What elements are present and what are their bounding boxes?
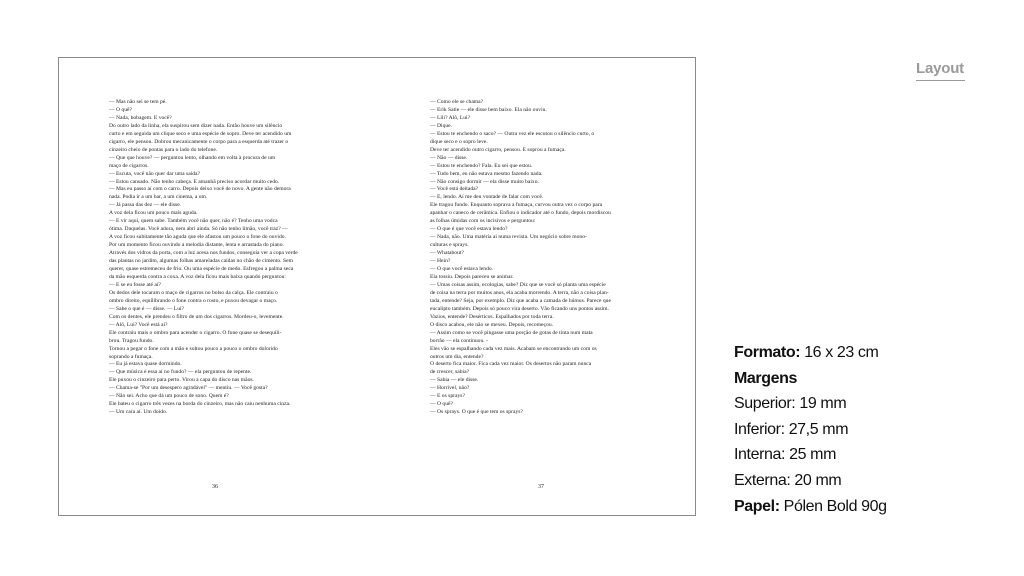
text-line: cinzeiro cheio de pontas para o lado do telefone.	[109, 146, 218, 153]
text-line: — Whatabout?	[430, 250, 464, 257]
text-line: maço de cigarros.	[109, 162, 149, 169]
spec-formato	[734, 342, 887, 368]
text-line: — E vir aqui, quem sabe. Também você não quer, não é? Tenho uma vodca	[109, 218, 278, 225]
text-line: curto e em seguida um clique seco e uma espécie de sopro. Deve ter acendido um	[109, 130, 292, 137]
text-line: Ele puxou o cinzeiro para perto. Virou a capa do disco nas mãos.	[109, 377, 254, 384]
left-page-number: 36	[212, 484, 218, 490]
text-line: — Não — disse.	[430, 154, 468, 161]
text-line: — O que você estava lendo.	[430, 266, 494, 273]
right-page-number: 37	[538, 484, 544, 490]
text-line: cigarro, ele pensou. Dobrou mecanicamente o corpo para a esquerda até trazer o	[109, 138, 289, 145]
text-line: — Dique.	[430, 122, 453, 129]
spec-papel-value: Pólen Bold 90g	[783, 497, 887, 515]
text-line: borrão — ela continuou. -	[430, 337, 488, 344]
text-line: brou. Tragou fundo.	[109, 337, 154, 344]
right-page-text	[420, 99, 657, 417]
spec-superior: Superior: 19 mm	[734, 395, 847, 413]
text-line: de coisa na terra por muitos anos, ela acaba morrendo. A terra, não a coisa plan-	[430, 289, 609, 296]
text-line: O disco acabou, ele não se mexeu. Depois, recomeçou.	[430, 321, 554, 328]
spec-papel	[734, 496, 887, 522]
right-page	[378, 58, 697, 515]
text-line: — Horrível, não?	[430, 385, 470, 392]
text-line: da mão esquerda contra a coxa. A voz dela ficou mais baixa quando perguntou:	[109, 273, 286, 280]
text-line: — Hein?	[430, 258, 451, 265]
book-spread	[58, 57, 696, 516]
text-line: Deve ter acendido outro cigarro, pensou. E soprou a fumaça.	[430, 146, 566, 153]
text-line: Através dos vidros da porta, com a luz acesa nos fundos, conseguia ver a copa verde	[109, 250, 298, 257]
text-line: — E os sprays?	[430, 393, 465, 400]
text-line: — Chama-se "Por um desespero agradável" — mentiu. — Você gosta?	[109, 385, 268, 392]
spec-interna: Interna: 25 mm	[734, 446, 837, 464]
left-page-text	[99, 99, 336, 417]
text-line: querer, quase estremeceu de frio. Ou uma espécie de medo. Esfregou a palma seca	[109, 266, 294, 273]
text-line: — O quê?	[430, 401, 453, 408]
text-line: eucalipto também. Depois só pouco vira deserto. Vão ficando uns pontos assim.	[430, 305, 609, 312]
left-page	[59, 58, 378, 515]
text-line: Do outro lado da linha, ela suspirou sem dizer nada. Então houve um silêncio	[109, 122, 283, 129]
text-line: A voz ficou subitamente tão aguda que ele afastou um pouco o fone do ouvido.	[109, 234, 286, 241]
spec-inferior: Inferior: 27,5 mm	[734, 420, 849, 438]
layout-title-underline	[916, 80, 965, 81]
text-line: ótima. Daquelas. Você adora, nem abri ainda. Só não tenho limão, você traz? —	[109, 226, 288, 233]
text-line: — Você está deitada?	[430, 186, 479, 193]
text-line: — Que que houve? — perguntou lento, olhando em volta à procura de um	[109, 154, 276, 161]
text-line: nada. Podia ir a um bar, a um cinema, a um.	[109, 194, 208, 201]
text-line: — Tudo bem, eu não estava mesmo fazendo nada.	[430, 170, 543, 177]
text-line: — Eu já estava quase dormindo.	[109, 361, 182, 368]
text-line: — Umas coisas assim, ecologias, sabe? Diz que se você só planta uma espécie	[430, 281, 606, 288]
text-line: — Alô, Lui? Você está aí?	[109, 321, 168, 328]
text-line: outros um dia, entende?	[430, 353, 484, 360]
text-line: ombro direito, equilibrando o fone contra o rosto, e puxou devagar o maço.	[109, 297, 278, 304]
text-line: Com os dentes, ele prendeu o filtro de um dos cigarros. Mordeu-o, levemente.	[109, 313, 284, 320]
text-line: de crescer, sabia?	[430, 369, 470, 376]
text-line: apanhar o caneco de cerâmica. Enfiou o indicador até o fundo, depois mordiscou	[430, 210, 611, 217]
text-line: Ele contraiu mais o ombro para acender o cigarro. O fone quase se desequili-	[109, 329, 282, 336]
text-line: — É, lendo. Aí me deu vontade de falar com você.	[430, 194, 544, 201]
layout-title: Layout	[916, 60, 964, 77]
specs-panel	[734, 342, 887, 521]
text-line: Ela tossiu. Depois pareceu se animar.	[430, 273, 514, 280]
text-line: — O que é que você estava lendo?	[430, 226, 508, 233]
text-line: Eles vão se espalhando cada vez mais. Acabam se encontrando um com os	[430, 345, 597, 352]
text-line: Ele bateu o cigarro três vezes na borda do cinzeiro, mas não caiu nenhuma cinza.	[109, 401, 291, 408]
text-line: — Como ele se chama?	[430, 99, 484, 105]
text-line: culturas e sprays.	[430, 242, 469, 249]
text-line: — Assim como se você pingasse uma porção de gotas de tinta num mata	[430, 329, 593, 336]
text-line: Ele tragou fundo. Enquanto soprava a fumaça, curvou outra vez o corpo para	[430, 202, 603, 209]
text-line: — O quê?	[109, 106, 132, 113]
text-line: tada, entende? Seja, por exemplo. Diz que acaba a camada de húmus. Parece que	[430, 297, 611, 304]
text-line: — E se eu fosse até aí?	[109, 281, 161, 288]
text-line: — Estou te enchendo? Fala. Eu sei que estou.	[430, 162, 533, 169]
text-line: as folhas úmidas com os incisivos e perguntou:	[430, 218, 536, 225]
spec-formato-value: 16 x 23 cm	[804, 344, 879, 361]
text-line: Tornou a pegar o fone com a mão e soltou pouco a pouco o ombro dolorido	[109, 345, 278, 352]
text-line: — Escuta, você não quer dar uma saída?	[109, 170, 201, 177]
text-line: A voz dela ficou um pouco mais aguda.	[109, 210, 198, 217]
text-line: — Estou cansado. Não tenho cabeça. E amanhã preciso acordar muito cedo.	[109, 178, 280, 185]
text-line: — Sabia — ele disse.	[430, 377, 479, 384]
text-line: — Nada, bobagem. E você?	[109, 114, 172, 121]
text-line: — Lili? Alô, Lui?	[430, 114, 471, 121]
text-line: — Já passa das dez — ele disse.	[109, 202, 182, 209]
text-line: — Mas eu passo aí com o carro. Depois deixo você de novo. A gente não demora	[109, 186, 291, 193]
spec-margens	[734, 368, 887, 394]
spec-formato-label: Formato:	[734, 344, 801, 361]
text-line: Vazios, entende? Desérticos. Espalhados por toda terra.	[430, 313, 554, 320]
spec-externa: Externa: 20 mm	[734, 471, 842, 489]
text-line: O deserto fica maior. Fica cada vez maior. Os desertos não param nunca	[430, 361, 592, 368]
text-line: soprando a fumaça.	[109, 353, 153, 360]
text-line: Os dedos dele tocaram o maço de cigarros no bolso da calça. Ele contraiu o	[109, 289, 278, 296]
text-line: das plantas no jardim, algumas folhas amareladas caídas no chão de cimento. Sem	[109, 258, 293, 265]
text-line: — Um cara aí. Um doido.	[109, 409, 168, 416]
text-line: — Mas não sei se tem pé.	[109, 99, 167, 105]
text-line: — Não consigo dormir — ela disse muito baixo.	[430, 178, 539, 185]
text-line: — Sabe o que é — disse. — Lui?	[109, 305, 185, 312]
text-line: — Não sei. Acho que dá um pouco de sono. Quem é?	[109, 393, 229, 400]
text-line: — Estou te enchendo o saco? — Outra vez ele escutou o silêncio curto, o	[430, 130, 595, 137]
spec-margens-label: Margens	[734, 369, 797, 387]
text-line: — Os sprays. O que é que tem os sprays?	[430, 409, 523, 416]
text-line: — Que música é essa aí no fundo? — ela perguntou de repente.	[109, 369, 252, 376]
text-line: Por um momento ficou ouvindo a melodia distante, lenta e arrastada do piano.	[109, 242, 284, 249]
spec-papel-label: Papel:	[734, 497, 780, 515]
text-line: — Nada, não. Uma matéria aí numa revista. Um negócio sobre mono-	[430, 234, 587, 241]
text-line: — Erik Satie — ele disse bem baixo. Ela não ouviu.	[430, 106, 547, 113]
text-line: dique seco e o sopro leve.	[430, 138, 488, 145]
